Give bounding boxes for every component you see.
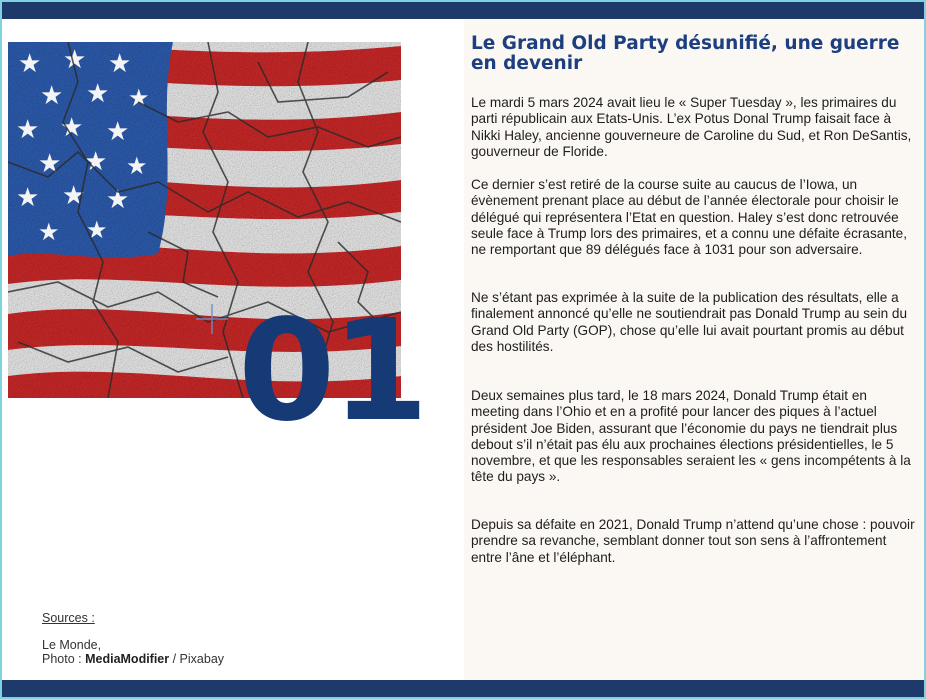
article-number: 01 <box>238 290 425 453</box>
sources-label: Sources : <box>42 611 95 625</box>
svg-text:★: ★ <box>86 217 108 244</box>
article-title: Le Grand Old Party désunifié, une guerre en devenir <box>471 33 900 74</box>
svg-text:★: ★ <box>106 184 130 214</box>
svg-text:★: ★ <box>16 114 40 144</box>
svg-text:★: ★ <box>126 153 148 180</box>
photo-credit-author: MediaModifier <box>85 652 170 666</box>
paragraph-3: Ne s’étant pas exprimée à la suite de la publication des résultats, elle a finalement annoncé qu’elle ne soutiendrait pas Donald Trump au sein du Grand Old Party (GOP), chose qu’elle lui avait pourtant promis au début des hostilités. <box>471 290 908 354</box>
svg-text:★: ★ <box>38 148 62 178</box>
svg-text:★: ★ <box>38 219 60 246</box>
svg-text:★: ★ <box>18 48 42 78</box>
paragraph-4: Deux semaines plus tard, le 18 mars 2024, Donald Trump était en meeting dans l’Ohio et en a profité pour lancer des piques à l’actuel président Joe Biden, assurant que l’économie du pays ne tiendrait plus debout s’il n’était pas élu aux prochaines élections présidentielles, le 5 novembre, et que les responsables seraient les « gens incompétents à la tête du pays ». <box>471 388 911 485</box>
svg-text:★: ★ <box>16 182 40 212</box>
svg-text:★: ★ <box>40 80 64 110</box>
photo-credit-prefix: Photo : <box>42 652 86 666</box>
svg-text:★: ★ <box>62 180 86 210</box>
svg-text:★: ★ <box>84 146 108 176</box>
top-banner-bar <box>2 2 924 19</box>
paragraph-2: Ce dernier s’est retiré de la course suite au caucus de l’Iowa, un évènement prenant place au début de l’année électorale pour choisir le délégué qui représentera l’Etat en question. Haley s’est donc retrouvée seule face à Trump lors des primaires, et a connu une défaite écrasante, ne remportant que 89 délégués face à 1031 pour son adversaire. <box>471 177 907 258</box>
paragraph-1: Le mardi 5 mars 2024 avait lieu le « Super Tuesday », les primaires du parti républicain aux Etats-Unis. L’ex Potus Donal Trump faisait face à Nikki Haley, ancienne gouverneure de Caroline du Sud, et Ron DeSantis, gouverneur de Floride. <box>471 95 912 159</box>
paragraph-5: Depuis sa défaite en 2021, Donald Trump n’attend qu’une chose : pouvoir prendre sa revanche, semblant donner tout son sens à l’affrontement entre l’âne et l’éléphant. <box>471 517 915 565</box>
svg-text:★: ★ <box>86 78 110 108</box>
bottom-banner-bar <box>2 680 924 697</box>
photo-credit-suffix: / Pixabay <box>169 652 225 666</box>
photo-credit <box>42 652 224 666</box>
svg-text:★: ★ <box>60 112 84 142</box>
page-frame <box>2 2 924 697</box>
svg-text:★: ★ <box>63 44 87 74</box>
svg-text:★: ★ <box>108 48 132 78</box>
sources-outlet: Le Monde, <box>42 638 102 652</box>
svg-text:★: ★ <box>106 116 130 146</box>
svg-text:★: ★ <box>128 85 150 112</box>
